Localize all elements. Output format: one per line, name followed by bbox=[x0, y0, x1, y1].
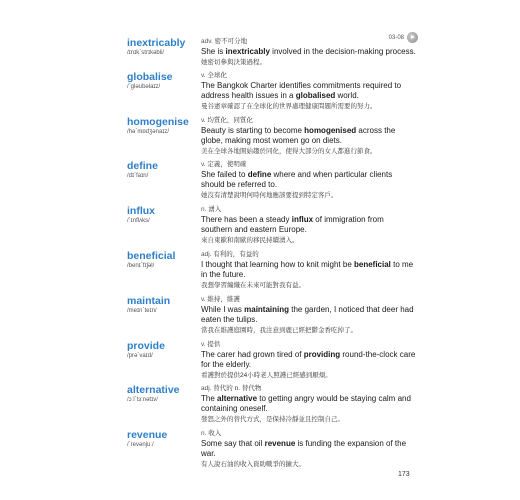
example-sentence: Beauty is starting to become homogenised across the globe, making most women go on diets. bbox=[201, 126, 396, 145]
part-of-speech: n. 收入 bbox=[201, 430, 222, 437]
headword: homogenise bbox=[127, 116, 189, 128]
track-number: 03-08 bbox=[388, 34, 404, 41]
headword: revenue bbox=[127, 429, 168, 441]
part-of-speech: v. 全球化 bbox=[201, 72, 227, 79]
headword: influx bbox=[127, 205, 155, 217]
chinese-translation: 她沒有清楚說明何時何地應該要提到特定客戶。 bbox=[201, 192, 338, 199]
example-sentence: She is inextricably involved in the decision-making process. bbox=[201, 47, 416, 56]
part-of-speech: adj. 替代的 n. 替代物 bbox=[201, 385, 262, 392]
highlighted-word: homogenised bbox=[304, 126, 357, 135]
chinese-translation: 我想學習編織在未來可能對我有益。 bbox=[201, 282, 305, 289]
pronunciation: /`gləʊbəlaɪz/ bbox=[127, 84, 161, 90]
example-sentence: I thought that learning how to knit might be beneficial to me in the future. bbox=[201, 260, 414, 279]
headword: alternative bbox=[127, 384, 180, 396]
highlighted-word: influx bbox=[291, 215, 314, 224]
part-of-speech: v. 均質化，同質化 bbox=[201, 117, 253, 124]
chinese-translation: 看護對於提供24小時老人照護已經感到厭煩。 bbox=[201, 372, 332, 379]
highlighted-word: maintaining bbox=[244, 305, 290, 314]
example-sentence: Some say that oil revenue is funding the expansion of the war. bbox=[201, 439, 407, 458]
highlighted-word: globalised bbox=[295, 91, 336, 100]
highlighted-word: providing bbox=[303, 350, 341, 359]
highlighted-word: revenue bbox=[264, 439, 296, 448]
pronunciation: /`ɪnflʌks/ bbox=[127, 218, 150, 224]
part-of-speech: adj. 有利的，有益的 bbox=[201, 251, 259, 258]
highlighted-word: alternative bbox=[217, 394, 258, 403]
chinese-translation: 曼谷憲章確認了在全球化的世界處理健康問題所需要的努力。 bbox=[201, 103, 377, 110]
highlighted-word: inextricably bbox=[225, 47, 270, 56]
example-sentence: The Bangkok Charter identifies commitments required to address health issues in a globalised world. bbox=[201, 81, 402, 100]
part-of-speech: v. 維持，維護 bbox=[201, 296, 240, 303]
pronunciation: /meɪn`teɪn/ bbox=[127, 308, 157, 314]
headword: globalise bbox=[127, 71, 173, 83]
chinese-translation: 發怒之外的替代方式，是保持冷靜並且控制自己。 bbox=[201, 416, 344, 423]
highlighted-word: beneficial bbox=[353, 260, 391, 269]
pronunciation: /benɪ`fɪʃəl/ bbox=[127, 263, 155, 269]
headword: beneficial bbox=[127, 250, 176, 262]
pronunciation: /hə`mɒdʒənaɪz/ bbox=[127, 129, 170, 135]
example-sentence: The carer had grown tired of providing round-the-clock care for the elderly. bbox=[201, 350, 416, 369]
pronunciation: /ɔːl`tɜːnətɪv/ bbox=[127, 397, 158, 403]
part-of-speech: v. 定義，使明確 bbox=[201, 161, 247, 168]
chinese-translation: 當我在維護庭園時，我注意到鹿已經把鬱金香吃掉了。 bbox=[201, 327, 357, 334]
pronunciation: /prə`vaɪd/ bbox=[127, 353, 153, 359]
example-sentence: While I was maintaining the garden, I noticed that deer had eaten the tulips. bbox=[201, 305, 414, 324]
headword: define bbox=[127, 160, 158, 172]
headword: maintain bbox=[127, 295, 171, 307]
pronunciation: /`revənjuː/ bbox=[127, 442, 154, 448]
chinese-translation: 美在全球各地開始趨於同化，使得大部分的女人都進行節食。 bbox=[201, 148, 377, 155]
headword: provide bbox=[127, 340, 165, 352]
chinese-translation: 有人說石油的收入資助戰爭的擴大。 bbox=[201, 461, 305, 468]
example-sentence: There has been a steady influx of immigration from southern and eastern Europe. bbox=[201, 215, 384, 234]
headword: inextricably bbox=[127, 37, 186, 49]
part-of-speech: adv. 密不可分地 bbox=[201, 38, 248, 45]
pronunciation: /dɪ`faɪn/ bbox=[127, 173, 149, 179]
highlighted-word: define bbox=[247, 170, 272, 179]
example-sentence: She failed to define where and when particular clients should be referred to. bbox=[201, 170, 393, 189]
part-of-speech: n. 湧入 bbox=[201, 206, 222, 213]
example-sentence: The alternative to getting angry would be staying calm and containing oneself. bbox=[201, 394, 411, 413]
chinese-translation: 來自東歐和南歐的移民持續湧入。 bbox=[201, 237, 299, 244]
part-of-speech: v. 提供 bbox=[201, 341, 221, 348]
chinese-translation: 她密切參與決策過程。 bbox=[201, 59, 266, 66]
pronunciation: /ɪnɪk`strɪkəbli/ bbox=[127, 50, 165, 56]
page-number: 173 bbox=[398, 471, 410, 478]
